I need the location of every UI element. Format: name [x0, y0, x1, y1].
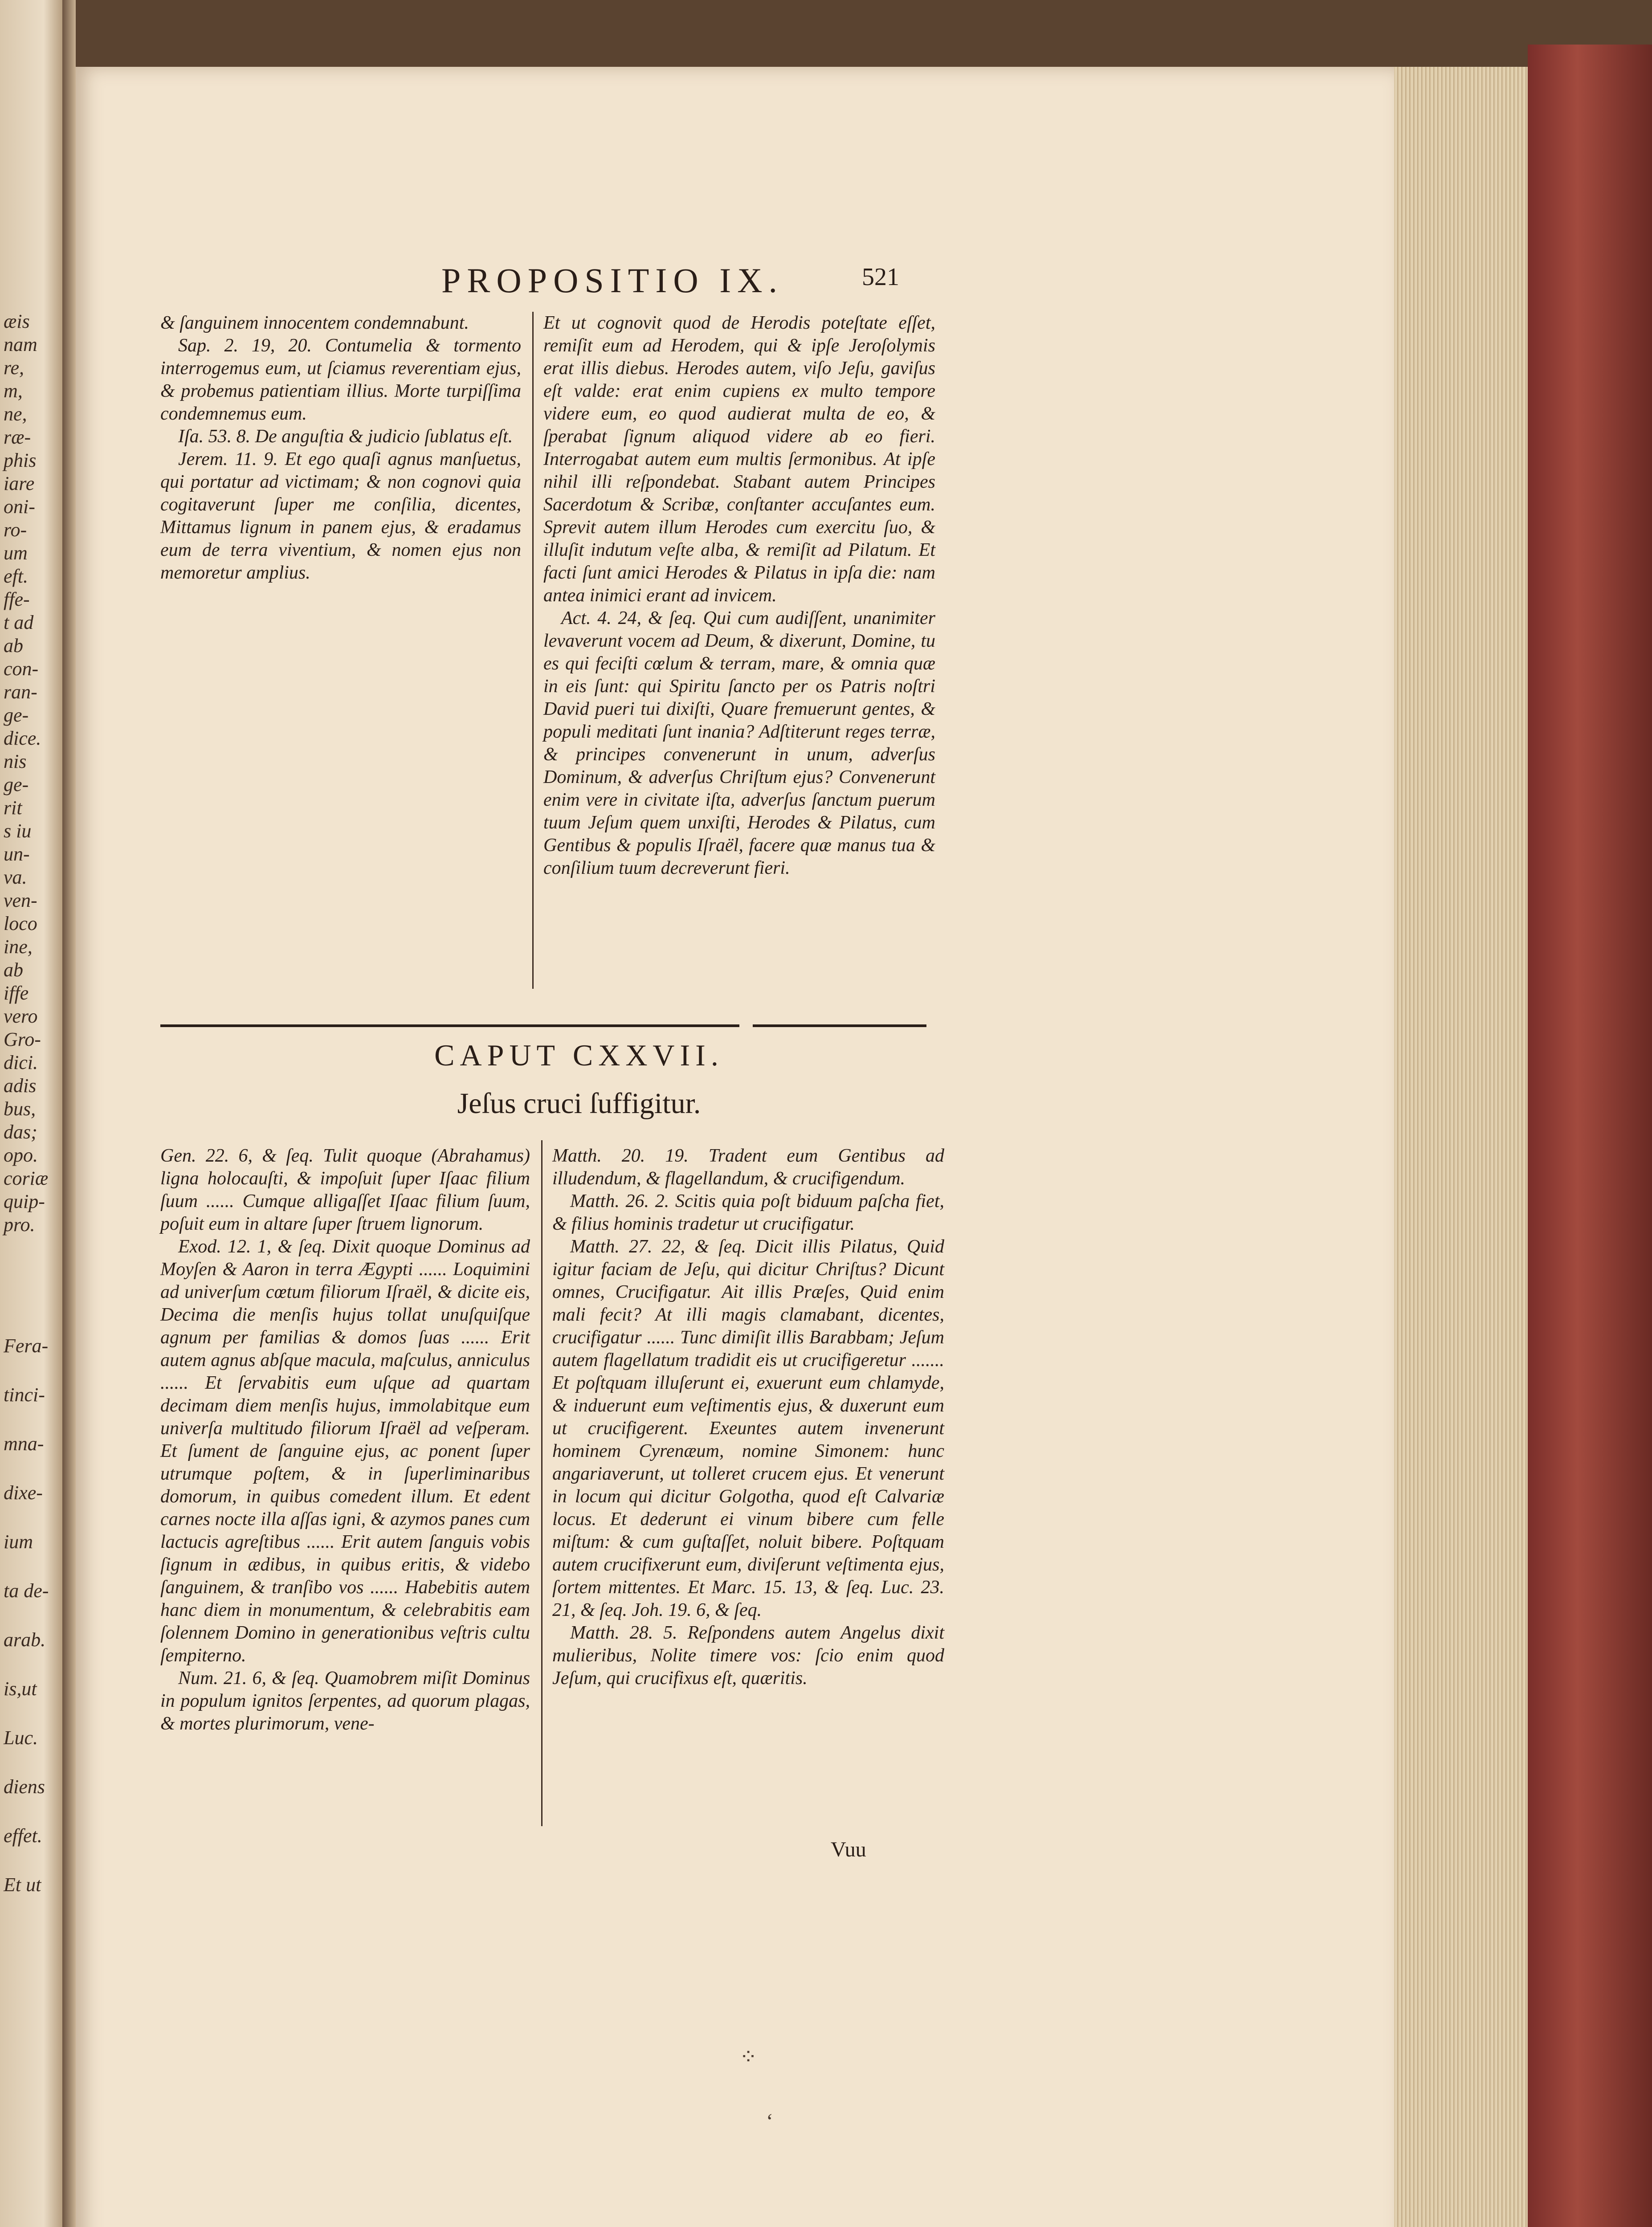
- column-divider: [532, 312, 534, 989]
- left-page-fragment: Fera-: [4, 1335, 49, 1357]
- paragraph: Iſa. 53. 8. De anguſtia & judicio ſublatus eſt.: [178, 426, 513, 447]
- left-page-fragment: eft.: [4, 565, 28, 587]
- paragraph: Exod. 12. 1, & ſeq. Dixit quoque Dominus ad Moyſen & Aaron in terra Ægypti ...... Loquimini ad univerſum cœtum filiorum Iſraël, & dicite eis, Decima die menſis hujus tollat unuſquiſque agnum per familias & domos ſuas ...... Erit autem agnus abſque macula, maſculus, anniculus ...... Et ſervabitis eum uſque ad quartam decimam diem menſis hujus, immolabitque eum univerſa multitudo filiorum Iſraël ad veſperam. Et ſument de ſanguine ejus, ac ponent ſuper utrumque poſtem, & in ſuperliminaribus domorum, in quibus comedent illum. Et edent carnes nocte illa aſſas igni, & azymos panes cum lactucis agreſtibus ...... Erit autem ſanguis vobis ſignum in ædibus, in quibus eritis, & videbo ſanguinem, & tranſibo vos ...... Habebitis autem hanc diem in monumentum, & celebrabitis eam ſolennem Domino in generationibus veſtris cultu ſempiterno.: [160, 1236, 530, 1666]
- chapter-subtitle: Jeſus cruci ſuffigitur.: [457, 1087, 701, 1120]
- lower-right-column: [552, 1145, 944, 1690]
- left-page-fragment: phis: [4, 449, 37, 471]
- left-page-fragment: re,: [4, 357, 24, 379]
- left-page-fragment: ran-: [4, 681, 37, 703]
- left-page-fragment: opo.: [4, 1144, 38, 1166]
- paper-speck-mark: ⁘: [739, 2045, 758, 2069]
- paper-speck-mark: ʻ: [766, 2109, 773, 2133]
- left-page-fragment: coriæ: [4, 1167, 49, 1189]
- left-page-fragment: ne,: [4, 403, 27, 425]
- left-page-fragment: con-: [4, 658, 39, 680]
- paragraph: & ſanguinem innocentem condemnabunt.: [160, 313, 469, 333]
- paragraph: Et ut cognovit quod de Herodis poteſtate eſſet, remiſit eum ad Herodem, qui & ipſe Jeroſolymis erat illis diebus. Herodes autem, viſo Jeſu, gaviſus eſt valde: erat enim cupiens ex multo tempore videre eum, eo quod audierat multa de eo, & ſperabat ſignum aliquod videre ab eo fieri. Interrogabat autem eum multis ſermonibus. At ipſe nihil illi reſpondebat. Stabant autem Principes Sacerdotum & Scribæ, conſtanter accuſantes eum. Sprevit autem illum Herodes cum exercitu ſuo, & illuſit indutum veſte alba, & remiſit ad Pilatum. Et facti ſunt amici Herodes & Pilatus in ipſa die: nam antea inimici erant ad invicem.: [543, 313, 935, 606]
- left-page-fragment: quip-: [4, 1191, 45, 1212]
- left-page-fragment: æis: [4, 310, 30, 332]
- paragraph: Matth. 27. 22, & ſeq. Dicit illis Pilatus, Quid igitur faciam de Jeſu, qui dicitur Chriſtus? Dicunt omnes, Crucifigatur. Ait illis Præſes, Quid enim mali fecit? At illi magis clamabant, dicentes, crucifigatur ...... Tunc dimiſit illis Barabbam; Jeſum autem flagellatum tradidit eis ut crucifigeretur ....... Et poſtquam illuſerunt ei, exuerunt eum chlamyde, & induerunt eum veſtimentis ejus, & duxerunt eum ut crucifigerent. Exeuntes autem invenerunt hominem Cyrenæum, nomine Simonem: hunc angariaverunt, ut tolleret crucem ejus. Et venerunt in locum qui dicitur Golgotha, quod eſt Calvariæ locus. Et dederunt ei vinum bibere cum felle miſtum: & cum guſtaſſet, noluit bibere. Poſtquam autem crucifixerunt eum, diviſerunt veſtimenta ejus, ſortem mittentes. Et Marc. 15. 13, & ſeq. Luc. 23. 21, & ſeq. Joh. 19. 6, & ſeq.: [552, 1236, 944, 1620]
- left-page-fragment: va.: [4, 866, 27, 888]
- left-page-fragment: das;: [4, 1121, 37, 1143]
- left-page-fragment: dice.: [4, 727, 41, 749]
- left-page-fragment: ium: [4, 1531, 33, 1553]
- book-cover: [1528, 45, 1652, 2227]
- left-page-fragment: s iu: [4, 820, 32, 842]
- left-page-fragment: diens: [4, 1776, 45, 1798]
- left-page-fragment: dixe-: [4, 1482, 43, 1504]
- left-page-fragment: oni-: [4, 496, 35, 518]
- paragraph: Matth. 28. 5. Reſpondens autem Angelus dixit mulieribus, Nolite timere vos: ſcio enim quod Jeſum, qui crucifixus eſt, quæritis.: [552, 1623, 944, 1689]
- left-page-fragment: mna-: [4, 1433, 44, 1455]
- left-page-fragment: ro-: [4, 519, 27, 541]
- left-page-fragment: vero: [4, 1005, 38, 1027]
- left-page-fragment: effet.: [4, 1825, 42, 1847]
- left-page-fragment: ine,: [4, 936, 33, 958]
- paragraph: Num. 21. 6, & ſeq. Quamobrem miſit Dominus in populum ignitos ſerpentes, ad quorum plagas, & mortes plurimorum, vene-: [160, 1668, 530, 1734]
- left-page-fragment: Luc.: [4, 1727, 38, 1749]
- left-page-fragment: m,: [4, 380, 23, 402]
- left-page-fragment: t ad: [4, 612, 34, 633]
- column-divider: [541, 1140, 543, 1826]
- page-edges: [1394, 67, 1528, 2227]
- paragraph: Act. 4. 24, & ſeq. Qui cum audiſſent, unanimiter levaverunt vocem ad Deum, & dixerunt, Domine, tu es qui feciſti cœlum & terram, mare, & omnia quæ in eis ſunt: qui Spiritu ſancto per os Patris noſtri David pueri tui dixiſti, Quare fremuerunt gentes, & populi meditati ſunt inania? Adſtiterunt reges terræ, & principes convenerunt in unum, adverſus Dominum, & adverſus Chriſtum ejus? Convenerunt enim vere in civitate iſta, adverſus ſanctum puerum tuum Jeſum quem unxiſti, Herodes & Pilatus, cum Gentibus & populis Iſraël, facere quæ manus tua & conſilium tuum decreverunt fieri.: [543, 608, 935, 878]
- paragraph: Matth. 20. 19. Tradent eum Gentibus ad illudendum, & flagellandum, & crucifigendum.: [552, 1146, 944, 1189]
- left-page-fragment: dici.: [4, 1052, 38, 1073]
- left-page-fragment: pro.: [4, 1214, 35, 1236]
- paragraph: Matth. 26. 2. Scitis quia poſt biduum paſcha fiet, & filius hominis tradetur ut crucifigatur.: [552, 1191, 944, 1234]
- upper-right-column: [543, 312, 935, 880]
- paragraph: Jerem. 11. 9. Et ego quaſi agnus manſuetus, qui portatur ad victimam; & non cognovi quia cogitaverunt ſuper me conſilia, dicentes, Mittamus lignum in panem ejus, & eradamus eum de terra viventium, & nomen ejus non memoretur amplius.: [160, 449, 521, 583]
- left-page-fragment: nam: [4, 334, 37, 355]
- page-number: 521: [862, 263, 899, 291]
- left-page-fragment: iffe: [4, 982, 29, 1004]
- left-page-fragment: ffe-: [4, 588, 30, 610]
- left-page-fragment: bus,: [4, 1098, 36, 1120]
- left-page-fragment: rit: [4, 797, 22, 819]
- book-gutter: [62, 0, 76, 2227]
- left-page-edge: [0, 0, 62, 2227]
- left-page-fragment: is,ut: [4, 1678, 37, 1700]
- left-page-fragment: ab: [4, 635, 23, 657]
- paragraph: Gen. 22. 6, & ſeq. Tulit quoque (Abrahamus) ligna holocauſti, & impoſuit ſuper Iſaac filium ſuum ...... Cumque alligaſſet Iſaac filium ſuum, poſuit eum in altare ſuper ſtruem lignorum.: [160, 1146, 530, 1234]
- left-page-fragment: iare: [4, 473, 35, 494]
- left-page-fragment: loco: [4, 913, 37, 934]
- left-page-fragment: adis: [4, 1075, 37, 1097]
- left-page-fragment: ta de-: [4, 1580, 49, 1602]
- left-page-fragment: Gro-: [4, 1028, 41, 1050]
- left-page-fragment: Et ut: [4, 1874, 41, 1896]
- chapter-title: CAPUT CXXVII.: [434, 1038, 724, 1072]
- left-page-fragment: nis: [4, 750, 27, 772]
- left-page-fragment: ge-: [4, 704, 29, 726]
- lower-left-column: [160, 1145, 530, 1735]
- section-rule: [753, 1024, 926, 1027]
- page-title: PROPOSITIO IX.: [441, 261, 784, 300]
- signature-mark: Vuu: [831, 1838, 866, 1861]
- left-page-fragment: ab: [4, 959, 23, 981]
- left-page-fragment: tinci-: [4, 1384, 45, 1406]
- left-page-fragment: ven-: [4, 889, 37, 911]
- left-page-fragment: um: [4, 542, 28, 564]
- left-page-fragment: un-: [4, 843, 30, 865]
- left-page-fragment: ræ-: [4, 426, 31, 448]
- section-rule: [160, 1024, 739, 1027]
- left-page-fragment: ge-: [4, 774, 29, 795]
- paragraph: Sap. 2. 19, 20. Contumelia & tormento interrogemus eum, ut ſciamus reverentiam ejus, & probemus patientiam illius. Morte turpiſſima condemnemus eum.: [160, 335, 521, 424]
- left-page-fragment: arab.: [4, 1629, 46, 1651]
- upper-left-column: [160, 312, 521, 584]
